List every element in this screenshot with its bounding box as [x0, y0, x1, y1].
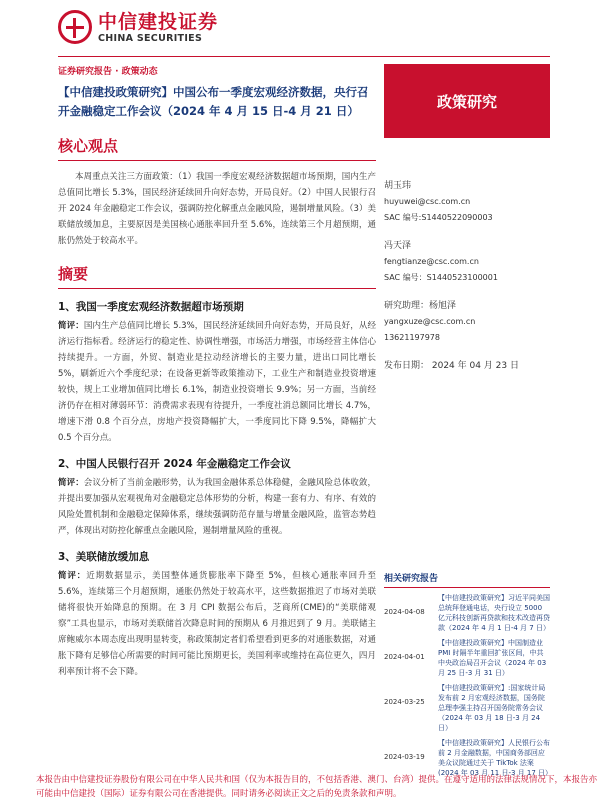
- report-label: 证券研究报告 · 政策动态: [58, 67, 158, 77]
- section-1-text: [58, 318, 376, 446]
- category-band: 政策研究: [384, 64, 550, 138]
- analyst-2-email[interactable]: fengtianze@csc.com.cn: [384, 257, 479, 266]
- section-3-heading: 3、美联储放缓加息: [58, 551, 150, 563]
- analyst-2-name: 冯天泽: [384, 241, 412, 251]
- related-date: 2024-03-19: [384, 753, 425, 761]
- section-2-text: [58, 475, 376, 539]
- related-item[interactable]: [384, 593, 550, 633]
- analyst-1-email[interactable]: huyuwei@csc.com.cn: [384, 197, 471, 206]
- related-date: 2024-03-25: [384, 698, 425, 706]
- core-heading: 核心观点: [58, 137, 119, 155]
- section-1-body: 国内生产总值同比增长 5.3%，国民经济延续回升向好态势，开局良好，从经济运行指标看。经济运行的稳定性、协调性增强，市场活力增强，市场经营主体信心持续提升。一方面，外贸、制造业是拉动经济增长的主要力量，进出口同比增长 5%，刷新近六个季度纪录；在设备更新等政策推动下，工业生产和制造业投资增速较快，规上工业增加值同比增长 6.1%，制造业投资增长 9.9%；另一方面，当前经济仍存在相对薄弱环节：消费需求表现有待提升，一季度社消总额同比增长 4.7%，增速下滑 0.8 个百分点，房地产投资降幅扩大，一季度同比下降 9.5%，降幅扩大 0.5 个百分点。: [58, 321, 376, 443]
- section-1-lead: 简评：: [58, 321, 84, 331]
- analyst-info: [384, 178, 550, 374]
- main-column: [58, 64, 376, 680]
- logo-english-name: CHINA SECURITIES: [98, 32, 203, 44]
- core-text: 本周重点关注三方面政策：（1）我国一季度宏观经济数据超市场预期，国内生产总值同比增长 5.3%，国民经济延续回升向好态势，开局良好。（2）中国人民银行召开 2024 年金融稳定工作会议，强调防控化解重点金融风险，遏制增量风险。（3）美联储放缓加息，主要原因是美国核心通胀率回升至 5.6%，连续第三个月超预期，通胀仍然处于较高水平。: [58, 172, 376, 246]
- analyst-1-sac: SAC 编号:S1440522090003: [384, 213, 493, 222]
- related-reports: [384, 571, 553, 778]
- section-2-lead: 简评：: [58, 478, 84, 488]
- related-title[interactable]: 【中信建投政策研究】中国制造业 PMI 时隔半年重回扩张区间，中共中央政治局召开会议（2024 年 03 月 25 日-3 月 31 日）: [438, 639, 547, 677]
- logo-chinese-name: 中信建投证券: [98, 10, 219, 33]
- core-divider: [58, 160, 376, 161]
- publish-date: 发布日期： 2024 年 04 月 23 日: [384, 361, 519, 371]
- section-2-body: 会议分析了当前金融形势，认为我国金融体系总体稳健，金融风险总体收敛，并提出要加强从宏观视角对金融稳定总体形势的分析，构建一套有力、有序、有效的风险处置机制和金融稳定保障体系，继续强调防范存量与增量金融风险，监管态势趋严，体现出对防控化解重点金融风险，遏制增量风险的重视。: [58, 478, 376, 536]
- assistant-email[interactable]: yangxuze@csc.com.cn: [384, 317, 476, 326]
- section-2-heading: 2、中国人民银行召开 2024 年金融稳定工作会议: [58, 458, 291, 470]
- assistant-phone: 13621197978: [384, 333, 440, 342]
- related-title[interactable]: 【中信建投政策研究】人民银行公布前 2 月金融数据，中国商务部回应美众议院通过关于 TikTok 法案(2024 年 03 月 11 日-3 月 17 日）: [438, 739, 553, 777]
- report-title: 【中信建投政策研究】中国公布一季度宏观经济数据，央行召开金融稳定工作会议（2024 年 4 月 15 日-4 月 21 日）: [58, 85, 369, 118]
- disclaimer-footer: 本报告由中信建投证券股份有限公司在中华人民共和国（仅为本报告目的，不包括香港、澳门、台湾）提供。在遵守适用的法律法规情况下，本报告亦可能由中信建投（国际）证券有限公司在香港提供。同时请务必阅读正文之后的免责条款和声明。: [36, 775, 598, 799]
- section-3-body: 近期数据显示，美国整体通货膨胀率下降至 5%，但核心通胀率回升至 5.6%，连续第三个月超预期，通胀仍然处于较高水平，这些数据推迟了市场对美联储将很快开始降息的预期。在 3 月 CPI 数据公布后，芝商所(CME)的“美联储观察”工具也显示，市场对美联储首次降息时间的预期从 6 月推迟到了 9 月。美联储主席鲍威尔本周态度出现明显转变，称政策制定者们希望看到更多的对通胀数据，对通胀下降有足够信心所需要的时间可能比预期更长，美国利率或维持在高位更久，四月利率预计将不会下降。: [58, 571, 376, 677]
- summary-divider: [58, 288, 376, 289]
- logo-emblem-icon: [58, 10, 92, 44]
- analyst-1-name: 胡玉玮: [384, 181, 412, 191]
- company-logo: [58, 10, 218, 44]
- section-1-heading: 1、我国一季度宏观经济数据超市场预期: [58, 301, 244, 313]
- related-item[interactable]: [384, 683, 550, 733]
- related-title[interactable]: 【中信建投政策研究】:国家统计局发布前 2 月宏观经济数据，国务院总理李强主持召开国务院常务会议（2024 年 03 月 18 日-3 月 24 日）: [438, 684, 546, 732]
- header-divider: [58, 56, 550, 57]
- related-heading: 相关研究报告: [384, 571, 550, 588]
- related-item[interactable]: [384, 638, 550, 678]
- related-date: 2024-04-01: [384, 653, 425, 661]
- analyst-2-sac: SAC 编号：S1440523100001: [384, 273, 498, 282]
- related-date: 2024-04-08: [384, 608, 425, 616]
- section-3-lead: 简评：: [58, 571, 87, 581]
- related-title[interactable]: 【中信建投政策研究】习近平同美国总统拜登通电话，央行设立 5000 亿元科技创新再贷款和技术改造再贷款（2024 年 4 月 1 日-4 月 7 日）: [438, 594, 550, 632]
- summary-heading: 摘要: [58, 265, 89, 283]
- sidebar: [384, 64, 550, 374]
- assistant-name: 研究助理：杨旭泽: [384, 301, 457, 311]
- section-3-text: [58, 568, 376, 680]
- related-item[interactable]: [384, 738, 553, 778]
